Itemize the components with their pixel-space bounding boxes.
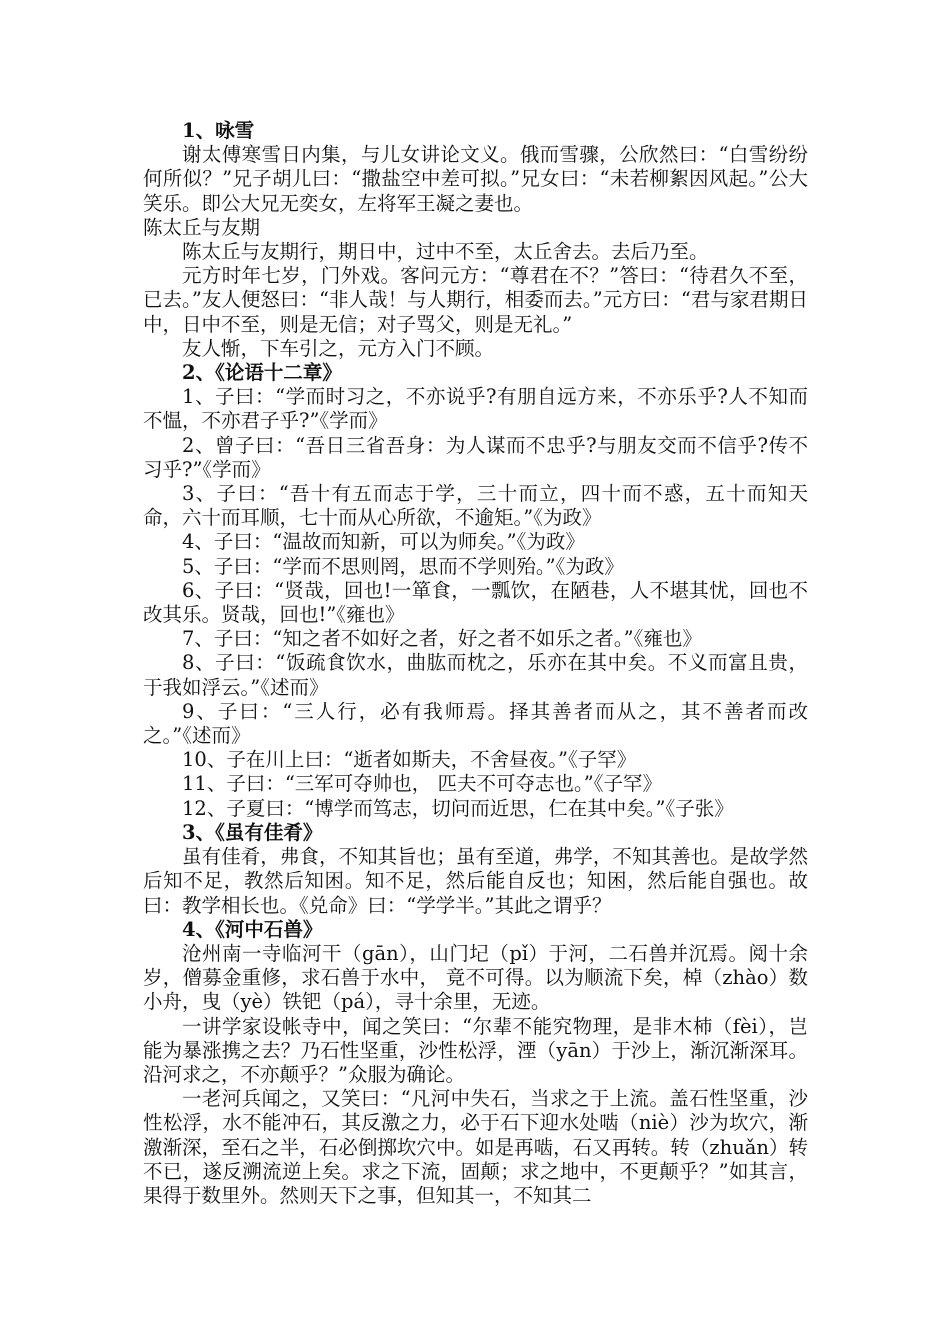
paragraph: 3、子曰：“吾十有五而志于学，三十而立，四十而不惑，五十而知天命，六十而耳顺，七十而从心所欲，不逾矩。”《为政》 bbox=[143, 482, 808, 530]
paragraph: 11、子曰：“三军可夺帅也， 匹夫不可夺志也。”《子罕》 bbox=[182, 772, 662, 796]
paragraph: 友人惭，下车引之，元方入门不顾。 bbox=[182, 336, 495, 360]
section-heading: 1、咏雪 bbox=[182, 119, 255, 142]
paragraph: 8、子曰：“饭疏食饮水，曲肱而枕之，乐亦在其中矣。不义而富且贵，于我如浮云。”《述而》 bbox=[143, 651, 808, 699]
paragraph: 2、曾子曰：“吾日三省吾身：为人谋而不忠乎?与朋友交而不信乎?传不习乎?”《学而》 bbox=[143, 433, 808, 481]
paragraph: 9、子曰：“三人行，必有我师焉。择其善者而从之，其不善者而改之。”《述而》 bbox=[143, 699, 808, 748]
paragraph: 10、子在川上曰：“逝者如斯夫，不舍昼夜。”《子罕》 bbox=[182, 748, 637, 772]
section-heading: 2、《论语十二章》 bbox=[182, 361, 342, 385]
paragraph: 沧州南一寺临河干（gān），山门圮（pǐ）于河，二石兽并沉焉。阅十余岁，僧募金重修，求石兽于水中， 竟不可得。以为顺流下矣，棹（zhào）数小舟，曳（yè）铁钯（pá），寻十余里，无迹。 bbox=[143, 941, 808, 1014]
paragraph: 元方时年七岁，门外戏。客问元方：“尊君在不？”答曰：“待君久不至，已去。”友人便怒曰：“非人哉！与人期行，相委而去。”元方曰：“君与家君期日中，日中不至，则是无信；对子骂父，则是无礼。” bbox=[143, 264, 808, 336]
paragraph: 一老河兵闻之，又笑曰：“凡河中失石，当求之于上流。盖石性坚重，沙性松浮，水不能冲石，其反激之力，必于石下迎水处啮（niè）沙为坎穴，渐激渐深，至石之半，石必倒掷坎穴中。如是再啮，石又再转。转（zhuǎn）转不已，遂反溯流逆上矣。求之下流，固颠；求之地中，不更颠乎？”如其言，果得于数里外。然则天下之事，但知其一，不知其二 bbox=[143, 1087, 808, 1207]
paragraph: 12、子夏曰：“博学而笃志，切问而近思，仁在其中矣。”《子张》 bbox=[182, 796, 734, 820]
paragraph: 1、子曰：“学而时习之，不亦说乎?有朋自远方来，不亦乐乎?人不知而不愠，不亦君子乎?”《学而》 bbox=[143, 385, 808, 433]
paragraph: 一讲学家设帐寺中，闻之笑曰：“尔辈不能究物理，是非木杮（fèi），岂能为暴涨携之去？乃石性坚重，沙性松浮，湮（yān）于沙上，渐沉渐深耳。沿河求之，不亦颠乎？”众服为确论。 bbox=[143, 1014, 808, 1086]
paragraph: 5、子曰：“学而不思则罔，思而不学则殆。”《为政》 bbox=[182, 554, 624, 578]
paragraph: 谢太傅寒雪日内集，与儿女讲论文义。俄而雪骤，公欣然曰：“白雪纷纷何所似？”兄子胡儿曰：“撒盐空中差可拟。”兄女曰：“未若柳絮因风起。”公大笑乐。即公大兄无奕女，左将军王凝之妻也。 bbox=[143, 143, 808, 215]
paragraph: 6、子曰：“贤哉，回也!一箪食，一瓢饮，在陋巷，人不堪其忧，回也不改其乐。贤哉，回也!”《雍也》 bbox=[143, 578, 808, 627]
section-heading: 3、《虽有佳肴》 bbox=[182, 820, 323, 844]
subheading: 陈太丘与友期 bbox=[143, 215, 261, 239]
document-page bbox=[143, 119, 808, 1208]
paragraph: 虽有佳肴，弗食，不知其旨也；虽有至道，弗学，不知其善也。是故学然后知不足，教然后知困。知不足，然后能自反也；知困，然后能自强也。故曰：教学相长也。《兑命》曰：“学学半。”其此之谓乎？ bbox=[143, 845, 808, 917]
paragraph: 7、子曰：“知之者不如好之者，好之者不如乐之者。”《雍也》 bbox=[182, 627, 702, 651]
section-heading: 4、《河中石兽》 bbox=[182, 917, 323, 941]
paragraph: 4、子曰：“温故而知新，可以为师矣。”《为政》 bbox=[182, 530, 585, 554]
paragraph: 陈太丘与友期行，期日中，过中不至，太丘舍去。去后乃至。 bbox=[182, 240, 709, 264]
